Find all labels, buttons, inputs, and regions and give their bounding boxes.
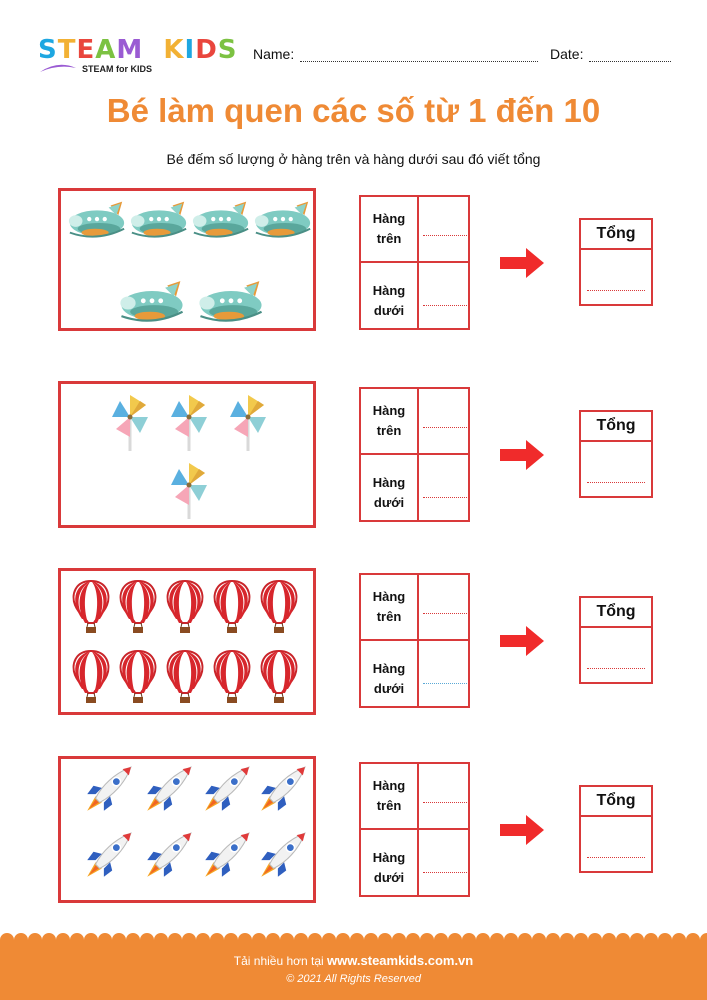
hot-air-balloon-icon — [118, 575, 158, 639]
hot-air-balloon-icon — [118, 645, 158, 709]
total-answer-line[interactable] — [587, 668, 645, 669]
picture-box-pinwheels — [58, 381, 316, 528]
hot-air-balloon-icon — [71, 575, 111, 639]
row-bottom-label: Hàng dưới — [372, 850, 406, 885]
row-top-label: Hàng trên — [372, 211, 406, 246]
total-answer-line[interactable] — [587, 857, 645, 858]
total-box-1[interactable] — [579, 218, 653, 306]
airplane-icon — [252, 199, 314, 243]
instruction-text: Bé đếm số lượng ở hàng trên và hàng dưới sau đó viết tổng — [166, 151, 541, 167]
footer — [0, 940, 707, 1000]
total-box-2[interactable] — [579, 410, 653, 498]
pinwheel-icon — [169, 460, 209, 522]
row-bottom-label: Hàng dưới — [372, 475, 406, 510]
hot-air-balloon-icon — [165, 575, 205, 639]
hot-air-balloon-icon — [212, 645, 252, 709]
count-table-2 — [359, 387, 470, 522]
total-header: Tổng — [581, 598, 651, 628]
rocket-icon — [199, 765, 251, 817]
hot-air-balloon-icon — [165, 645, 205, 709]
hot-air-balloon-icon — [71, 645, 111, 709]
total-header: Tổng — [581, 220, 651, 250]
name-label: Name: — [253, 46, 295, 62]
total-answer-line[interactable] — [587, 482, 645, 483]
airplane-icon — [128, 199, 190, 243]
rocket-icon — [255, 831, 307, 883]
airplane-icon — [190, 199, 252, 243]
airplane-icon — [66, 199, 128, 243]
rocket-icon — [255, 765, 307, 817]
date-line[interactable] — [589, 47, 671, 62]
footer-website: Tải nhiều hơn tại www.steamkids.com.vn — [233, 953, 474, 968]
logo-tagline: STEAM for KIDS — [82, 64, 153, 74]
row-top-label: Hàng trên — [372, 778, 406, 813]
pinwheel-icon — [110, 392, 150, 454]
row-bottom-label: Hàng dưới — [372, 283, 406, 318]
arrow-right-icon — [500, 440, 544, 470]
total-box-3[interactable] — [579, 596, 653, 684]
count-table-4 — [359, 762, 470, 897]
airplane-icon — [116, 279, 188, 327]
row-top-label: Hàng trên — [372, 403, 406, 438]
top-answer-line[interactable] — [423, 613, 467, 614]
picture-box-balloons — [58, 568, 316, 715]
footer-copyright: © 2021 All Rights Reserved — [286, 973, 421, 985]
total-answer-line[interactable] — [587, 290, 645, 291]
count-table-3 — [359, 573, 470, 708]
bottom-answer-line[interactable] — [423, 872, 467, 873]
picture-box-rockets — [58, 756, 316, 903]
total-header: Tổng — [581, 412, 651, 442]
total-header: Tổng — [581, 787, 651, 817]
count-table-1 — [359, 195, 470, 330]
pinwheel-icon — [169, 392, 209, 454]
rocket-icon — [141, 765, 193, 817]
picture-box-airplanes — [58, 188, 316, 331]
hot-air-balloon-icon — [212, 575, 252, 639]
logo-wordmark: STEAM KIDS — [38, 35, 238, 65]
hot-air-balloon-icon — [259, 645, 299, 709]
rocket-icon — [81, 765, 133, 817]
steam-kids-logo — [38, 36, 238, 80]
date-field[interactable] — [550, 46, 671, 62]
name-line[interactable] — [300, 47, 538, 62]
total-box-4[interactable] — [579, 785, 653, 873]
name-field[interactable] — [253, 46, 538, 62]
airplane-icon — [195, 279, 267, 327]
rocket-icon — [199, 831, 251, 883]
arrow-right-icon — [500, 815, 544, 845]
row-top-label: Hàng trên — [372, 589, 406, 624]
bottom-answer-line[interactable] — [423, 305, 467, 306]
hot-air-balloon-icon — [259, 575, 299, 639]
rocket-icon — [141, 831, 193, 883]
bottom-answer-line[interactable] — [423, 497, 467, 498]
date-label: Date: — [550, 46, 584, 62]
top-answer-line[interactable] — [423, 802, 467, 803]
bottom-answer-line[interactable] — [423, 683, 467, 684]
arrow-right-icon — [500, 248, 544, 278]
row-bottom-label: Hàng dưới — [372, 661, 406, 696]
top-answer-line[interactable] — [423, 235, 467, 236]
top-answer-line[interactable] — [423, 427, 467, 428]
pinwheel-icon — [228, 392, 268, 454]
arrow-right-icon — [500, 626, 544, 656]
rocket-icon — [81, 831, 133, 883]
logo-swoosh-icon — [38, 62, 78, 76]
footer-site-link[interactable]: www.steamkids.com.vn — [327, 953, 474, 968]
page-title: Bé làm quen các số từ 1 đến 10 — [106, 92, 601, 129]
